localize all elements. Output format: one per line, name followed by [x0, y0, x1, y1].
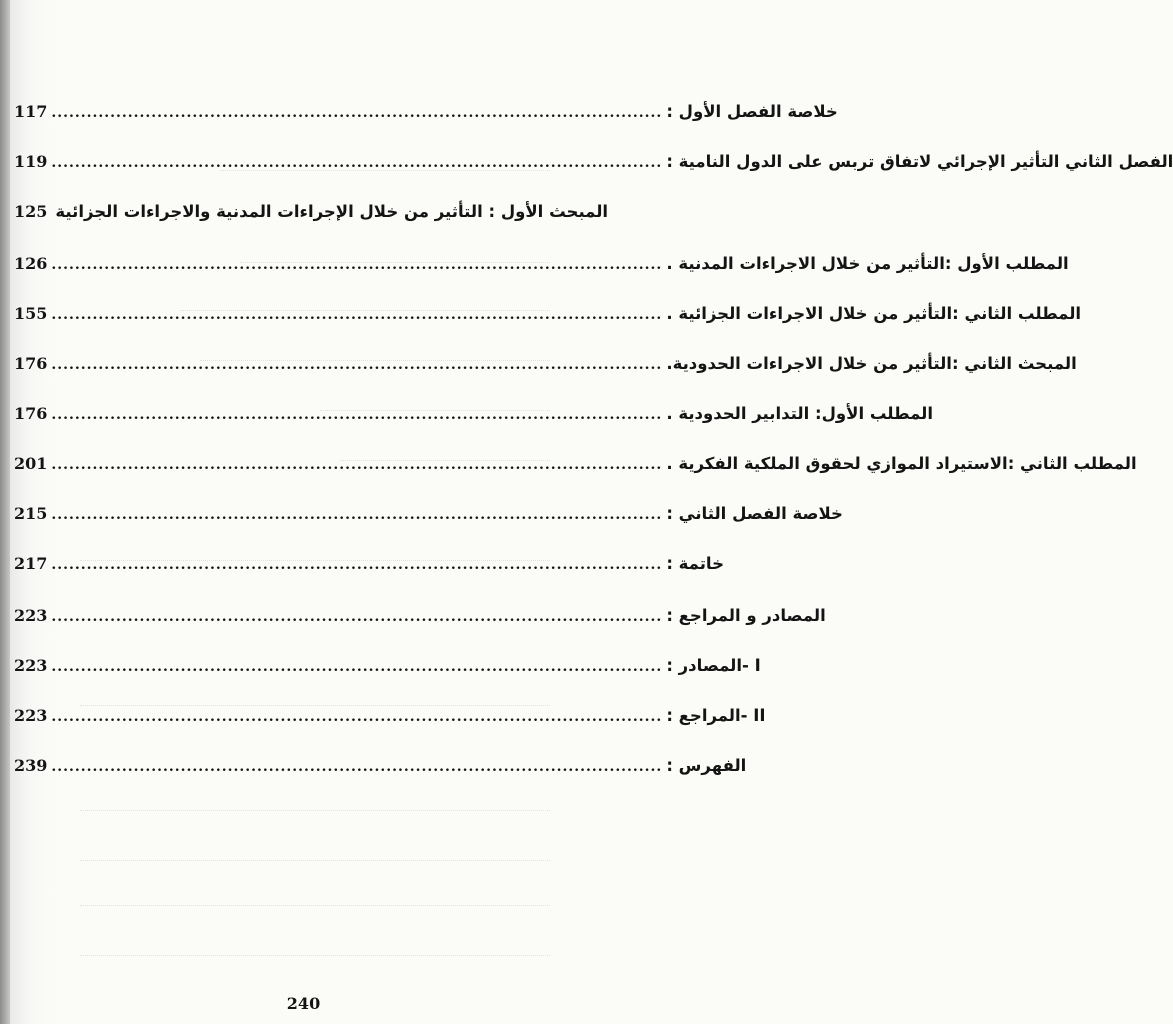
toc-entry-page: 217 [14, 554, 48, 573]
toc-entry [14, 756, 747, 792]
toc-leader-dots: ........................................................................................................ [51, 155, 663, 171]
toc-entry [14, 706, 766, 742]
toc-entry-title: خلاصة الفصل الثاني : [666, 504, 843, 523]
toc-entry [14, 102, 838, 138]
toc-leader-dots: ........................................................................................................ [51, 307, 663, 323]
toc-leader-dots: ........................................................................................................ [51, 659, 663, 675]
toc-entry-title: المبحث الثاني :التأثير من خلال الاجراءات الحدودية. [666, 354, 1077, 373]
toc-leader-dots: ........................................................................................................ [51, 557, 663, 573]
toc-entry-page: 223 [14, 606, 48, 625]
toc-leader-dots: ........................................................................................................ [51, 105, 663, 121]
toc-entry-title: المطلب الأول: التدابير الحدودية . [666, 404, 934, 423]
toc-entry-title: المبحث الأول : التأثير من خلال الإجراءات المدنية والاجراءات الجزائية [55, 202, 609, 221]
toc-entry [14, 254, 1069, 290]
toc-entry-title: المطلب الثاني :التأثير من خلال الاجراءات الجزائية . [666, 304, 1082, 323]
toc-leader-dots: ........................................................................................................ [51, 357, 663, 373]
toc-entry-page: 119 [14, 152, 48, 171]
toc-entry [14, 354, 1077, 390]
toc-entry-page: 239 [14, 756, 48, 775]
toc-entry [14, 152, 1173, 188]
toc-entry [14, 656, 761, 692]
book-spine-shadow [0, 0, 10, 1024]
toc-entry [14, 304, 1082, 340]
toc-entry-title: II -المراجع : [666, 706, 766, 725]
page-number: 240 [286, 994, 321, 1013]
toc-entry [14, 504, 843, 540]
toc-leader-dots: ........................................................................................................ [51, 407, 663, 423]
toc-entry-page: 201 [14, 454, 48, 473]
toc-entry-title: المصادر و المراجع : [666, 606, 826, 625]
toc-entry-page: 215 [14, 504, 48, 523]
toc-leader-dots: ........................................................................................................ [51, 457, 663, 473]
toc-entry [14, 554, 725, 590]
toc-entry [14, 454, 1137, 490]
toc-entry-page: 223 [14, 656, 48, 675]
toc-entry-page: 223 [14, 706, 48, 725]
toc-entry-page: 117 [14, 102, 48, 121]
toc-leader-dots: ........................................................................................................ [51, 759, 663, 775]
toc-entry-page: 155 [14, 304, 48, 323]
toc-entry-page: 176 [14, 404, 48, 423]
toc-entry-page: 125 [14, 202, 48, 221]
toc-entry [14, 606, 826, 642]
toc-entry-title: المطلب الثاني :الاستيراد الموازي لحقوق الملكية الفكرية . [666, 454, 1137, 473]
toc-leader-dots: ........................................................................................................ [51, 609, 663, 625]
toc-entry-page: 126 [14, 254, 48, 273]
toc-leader-dots: ........................................................................................................ [51, 507, 663, 523]
toc-entry-title: I -المصادر : [666, 656, 761, 675]
toc-entry-title: خاتمة : [666, 554, 725, 573]
toc-entry [14, 202, 609, 238]
toc-leader-dots: ........................................................................................................ [51, 257, 663, 273]
toc-entry-page: 176 [14, 354, 48, 373]
toc-entry-title: الفهرس : [666, 756, 747, 775]
toc-entry-title: الفصل الثاني التأثير الإجرائي لاتفاق تربس على الدول النامية : [666, 152, 1173, 171]
toc-entry [14, 404, 934, 440]
toc-entry-title: خلاصة الفصل الأول : [666, 102, 838, 121]
toc-leader-dots: ........................................................................................................ [51, 709, 663, 725]
toc-entry-title: المطلب الأول :التأثير من خلال الاجراءات المدنية . [666, 254, 1069, 273]
